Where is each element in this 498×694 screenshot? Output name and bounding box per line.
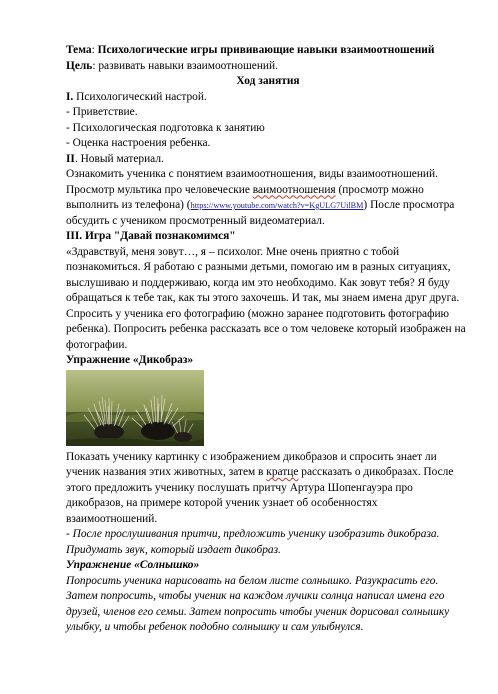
- youtube-link[interactable]: https://www.youtube.com/watch?v=KgULG7UilBM: [190, 201, 364, 210]
- section1-item: - Оценка настроения ребенка.: [66, 137, 211, 149]
- video-text-misspelled: ваимоотношения: [252, 183, 336, 196]
- exercise-porcupine-heading: Упражнение «Дикобраз»: [66, 354, 194, 366]
- section3-heading: III. Игра "Давай познакомимся": [66, 230, 236, 242]
- section2-title: . Новый материал.: [74, 152, 164, 165]
- goal-sep: :: [92, 59, 99, 72]
- porcupine-text-before: Показать ученику картинку с изображением дикобразов и спросить знает ли ученик названия этих животных, затем в: [66, 450, 437, 478]
- section2-video-paragraph: [66, 183, 470, 230]
- lesson-plan-text: [66, 43, 470, 636]
- porcupine-photo-container: [66, 370, 470, 446]
- section1-item: - Приветствие.: [66, 106, 138, 118]
- section2-paragraph: Ознакомить ученика с понятием взаимоотношения, виды взаимоотношений.: [66, 168, 438, 180]
- video-text-end: ) После просмотра обсудить с учеником просмотренный видеоматериал.: [66, 199, 455, 227]
- goal-line: [66, 59, 470, 75]
- video-text-after: (просмотр можно выполнить из телефона) (: [66, 183, 424, 211]
- lesson-heading: Ход занятия: [236, 75, 300, 87]
- goal-label: Цель: [66, 59, 93, 72]
- porcupine-text-after: рассказать о дикобразах. После этого предложить ученику послушать притчу Артура Шопенгауэра про дикобразов, на примере которой ученик узнает об особенностях взаимоотношений.: [66, 466, 454, 525]
- video-text-before: Просмотр мультика про человеческие: [66, 183, 253, 196]
- psychologist-greeting: «Здравствуй, меня зовут…, я – психолог. Мне очень приятно с тобой познакомиться. Я работаю с разными детьми, помогаю им в разных ситуациях, выслушиваю и поддерживаю, когда им это необходимо. Как зовут тебя? Я буду обращаться к тебе так, как ты этого захочешь. И так, мы знаем имена друг друга.: [66, 245, 460, 304]
- section2-heading: [66, 152, 470, 168]
- section1-title: Психологический настрой.: [73, 90, 207, 103]
- section1-item: - Психологическая подготовка к занятию: [66, 121, 265, 134]
- porcupine-paragraph: [66, 450, 470, 528]
- topic-sep: :: [91, 44, 98, 56]
- topic-line: [66, 43, 470, 59]
- goal-text: развивать навыки взаимоотношений.: [98, 59, 278, 72]
- photo-task-paragraph: Спросить у ученика его фотографию (можно заранее подготовить фотографию ребенка). Попросить ребенка рассказать все о том человеке который изображен на фотографии.: [66, 307, 466, 351]
- topic-text: Психологические игры прививающие навыки взаимоотношений: [97, 44, 435, 56]
- section2-number: II: [66, 152, 75, 165]
- exercise-sun-heading: Упражнение «Солнышко»: [66, 559, 200, 571]
- porcupine-photo: [66, 370, 204, 446]
- section1-heading: [66, 90, 470, 106]
- topic-label: Тема: [66, 44, 92, 56]
- sun-exercise-text: Попросить ученика нарисовать на белом листе солнышко. Разукрасить его. Затем попросить, чтобы ученик на каждом лучики солнца написал имена его друзей, членов его семьи. Затем попросить чтобы ученик дорисовал солнышку улыбку, и чтобы ребенок подобно солнышку и сам улыбнулся.: [66, 574, 450, 633]
- section1-number: I.: [66, 90, 74, 103]
- porcupine-text-misspelled: кратце: [266, 466, 299, 478]
- porcupine-followup: - После прослушивания притчи, предложить ученику изобразить дикобраза. Придумать звук, который издает дикобраз.: [66, 528, 440, 556]
